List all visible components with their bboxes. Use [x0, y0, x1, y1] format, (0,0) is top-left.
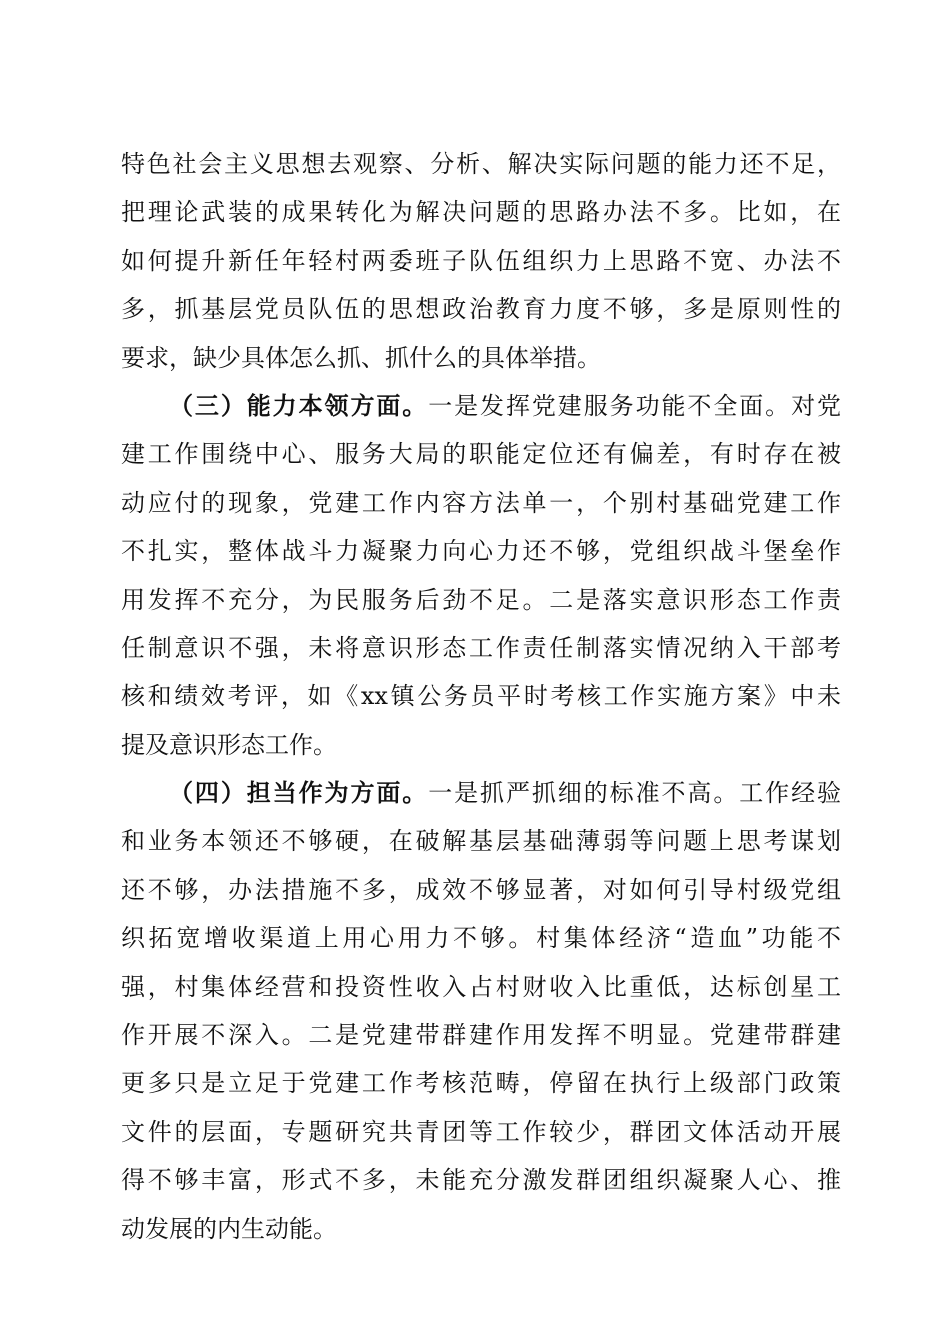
- text-line: 更多只是立足于党建工作考核范畴，停留在执行上级部门政策: [121, 1069, 841, 1098]
- text-line: 作开展不深入。二是党建带群建作用发挥不明显。党建带群建: [121, 1021, 841, 1050]
- text-line: 织拓宽增收渠道上用心用力不够。村集体经济“造血”功能不: [121, 924, 841, 953]
- paragraph-responsibility: [121, 769, 841, 1253]
- text-line: 强，村集体经营和投资性收入占村财收入比重低，达标创星工: [121, 972, 841, 1001]
- text-line: 如何提升新任年轻村两委班子队伍组织力上思路不宽、办法不: [121, 246, 841, 275]
- text-line: 多，抓基层党员队伍的思想政治教育力度不够，多是原则性的: [121, 295, 841, 324]
- text-line: 任制意识不强，未将意识形态工作责任制落实情况纳入干部考: [121, 633, 841, 662]
- text-line: 还不够，办法措施不多，成效不够显著，对如何引导村级党组: [121, 875, 841, 904]
- text-line: 建工作围绕中心、服务大局的职能定位还有偏差，有时存在被: [121, 440, 841, 469]
- text-line: 把理论武装的成果转化为解决问题的思路办法不多。比如，在: [121, 198, 841, 227]
- text-line: 要求，缺少具体怎么抓、抓什么的具体举措。: [121, 343, 601, 372]
- paragraph-ability: [121, 382, 841, 769]
- text-line: 动发展的内生动能。: [121, 1214, 337, 1243]
- document-body: [121, 140, 841, 1253]
- paragraph-first-line: [121, 382, 841, 430]
- paragraph-first-line: [121, 769, 841, 817]
- paragraph-continuation: [121, 140, 841, 382]
- text-line: 文件的层面，专题研究共青团等工作较少，群团文体活动开展: [121, 1117, 841, 1146]
- text-run: 一是发挥党建服务功能不全面。对党: [428, 391, 842, 420]
- text-line: 得不够丰富，形式不多，未能充分激发群团组织凝聚人心、推: [121, 1166, 841, 1195]
- text-line: 和业务本领还不够硬，在破解基层基础薄弱等问题上思考谋划: [121, 827, 841, 856]
- text-line: 核和绩效考评，如《xx镇公务员平时考核工作实施方案》中未: [121, 682, 841, 711]
- text-line: 动应付的现象，党建工作内容方法单一，个别村基础党建工作: [121, 488, 841, 517]
- text-line: 特色社会主义思想去观察、分析、解决实际问题的能力还不足，: [121, 150, 841, 178]
- section-heading: （三）能力本领方面。: [169, 390, 429, 420]
- text-run: 一是抓严抓细的标准不高。工作经验: [428, 779, 842, 808]
- text-line: 不扎实，整体战斗力凝聚力向心力还不够，党组织战斗堡垒作: [121, 537, 841, 566]
- section-heading: （四）担当作为方面。: [169, 778, 429, 808]
- text-line: 提及意识形态工作。: [121, 730, 337, 759]
- text-line: 用发挥不充分，为民服务后劲不足。二是落实意识形态工作责: [121, 585, 841, 614]
